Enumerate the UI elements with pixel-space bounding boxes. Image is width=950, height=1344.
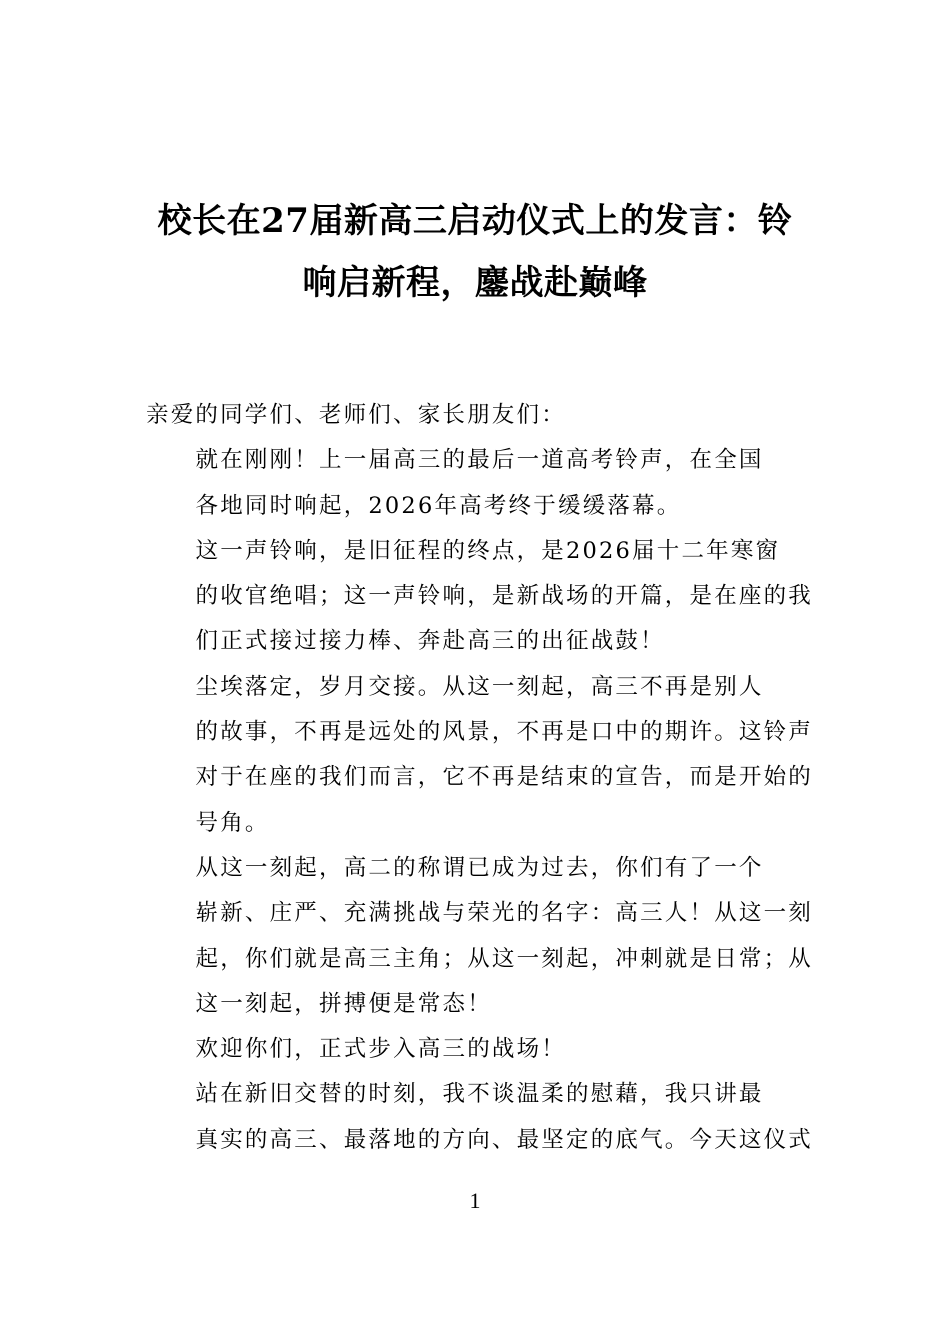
title-line-1: 校长在27届新高三启动仪式上的发言：铃 — [157, 201, 793, 241]
paragraph-6 — [146, 1072, 814, 1163]
paragraph-4 — [146, 846, 814, 1027]
paragraph-line: 尘埃落定，岁月交接。从这一刻起，高三不再是别人 — [195, 673, 764, 700]
salutation — [146, 393, 806, 438]
paragraph-1 — [146, 438, 806, 529]
paragraph-line: 各地同时响起，2026年高考终于缓缓落幕。 — [195, 492, 682, 519]
paragraph-line: 的收官绝唱；这一声铃响，是新战场的开篇，是在座的我 — [195, 583, 814, 610]
paragraph-line: 的故事，不再是远处的风景，不再是口中的期许。这铃声 — [195, 719, 814, 746]
paragraph-2 — [146, 529, 814, 665]
page-number: 1 — [469, 1188, 481, 1213]
paragraph-line: 们正式接过接力棒、奔赴高三的出征战鼓！ — [195, 628, 665, 655]
paragraph-line: 从这一刻起，高二的称谓已成为过去，你们有了一个 — [195, 854, 764, 881]
paragraph-line: 真实的高三、最落地的方向、最坚定的底气。今天这仪式 — [195, 1126, 814, 1153]
paragraph-line: 欢迎你们，正式步入高三的战场！ — [195, 1036, 567, 1063]
document-body — [146, 393, 814, 1163]
paragraph-3 — [146, 665, 814, 846]
paragraph-5 — [146, 1027, 806, 1072]
paragraph-line: 号角。 — [195, 809, 270, 836]
paragraph-line: 这一刻起，拼搏便是常态！ — [195, 990, 492, 1017]
document-title — [140, 190, 810, 314]
salutation-line: 亲爱的同学们、老师们、家长朋友们： — [146, 402, 566, 428]
paragraph-line: 这一声铃响，是旧征程的终点，是2026届十二年寒窗 — [195, 537, 781, 564]
title-line-2: 响启新程，鏖战赴巅峰 — [302, 263, 648, 303]
paragraph-line: 对于在座的我们而言，它不再是结束的宣告，而是开始的 — [195, 764, 814, 791]
paragraph-line: 崭新、庄严、充满挑战与荣光的名字：高三人！从这一刻 — [195, 900, 814, 927]
paragraph-line: 就在刚刚！上一届高三的最后一道高考铃声，在全国 — [195, 447, 764, 474]
paragraph-line: 起，你们就是高三主角；从这一刻起，冲刺就是日常；从 — [195, 945, 814, 972]
paragraph-line: 站在新旧交替的时刻，我不谈温柔的慰藉，我只讲最 — [195, 1081, 764, 1108]
